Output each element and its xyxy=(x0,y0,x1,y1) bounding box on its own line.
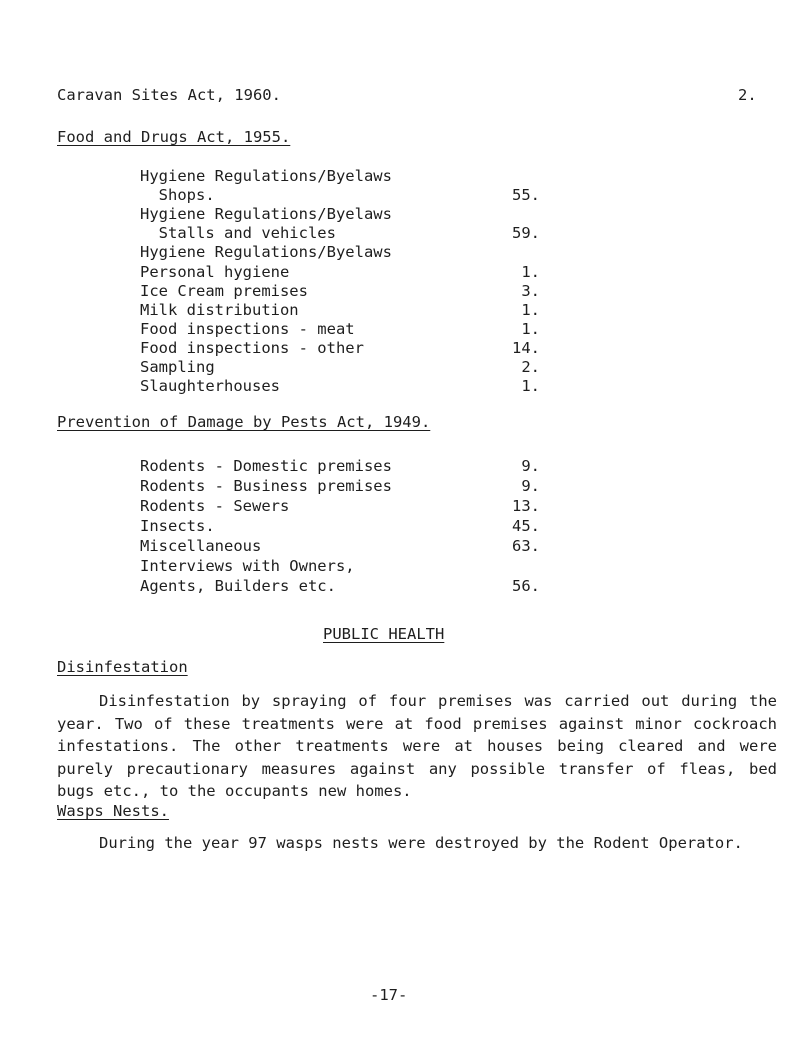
food-drugs-heading: Food and Drugs Act, 1955. xyxy=(57,128,291,146)
row-value: 13. xyxy=(512,497,540,515)
row-label: Personal hygiene xyxy=(140,263,290,281)
table-row xyxy=(140,457,392,475)
row-value: 45. xyxy=(512,517,540,535)
table-row xyxy=(140,358,215,376)
row-value: 63. xyxy=(512,537,540,555)
row-label: Rodents - Sewers xyxy=(140,497,290,515)
header-act-title: Caravan Sites Act, 1960. xyxy=(57,86,281,104)
disinfestation-heading: Disinfestation xyxy=(57,658,188,676)
wasps-paragraph xyxy=(57,832,777,855)
row-value: 9. xyxy=(521,477,540,495)
table-row xyxy=(140,301,299,319)
table-row xyxy=(140,517,215,535)
row-label: Food inspections - meat xyxy=(140,320,355,338)
row-label: Food inspections - other xyxy=(140,339,364,357)
row-label: Agents, Builders etc. xyxy=(140,577,336,595)
row-label: Slaughterhouses xyxy=(140,377,280,395)
row-value: 56. xyxy=(512,577,540,595)
disinfestation-paragraph xyxy=(57,690,777,803)
row-label: Hygiene Regulations/Byelaws xyxy=(140,205,392,223)
table-row xyxy=(140,224,336,242)
row-value: 1. xyxy=(521,301,540,319)
row-label: Insects. xyxy=(140,517,215,535)
row-label: Hygiene Regulations/Byelaws xyxy=(140,243,392,261)
row-value: 1. xyxy=(521,263,540,281)
disinfestation-text: Disinfestation by spraying of four premises was carried out during the year. Two of these treatments were at food premises against minor cockroach infestations. The other treatments were at houses being cleared and were purely precautionary measures against any possible transfer of fleas, bed bugs etc., to the occupants new homes. xyxy=(57,692,777,800)
row-value: 9. xyxy=(521,457,540,475)
row-value: 55. xyxy=(512,186,540,204)
row-label: Ice Cream premises xyxy=(140,282,308,300)
row-value: 1. xyxy=(521,377,540,395)
row-label: Milk distribution xyxy=(140,301,299,319)
table-row xyxy=(140,243,392,261)
row-label: Shops. xyxy=(140,186,215,204)
table-row xyxy=(140,186,215,204)
wasps-heading: Wasps Nests. xyxy=(57,802,169,820)
row-label: Miscellaneous xyxy=(140,537,262,555)
row-value: 14. xyxy=(512,339,540,357)
table-row xyxy=(140,282,308,300)
table-row xyxy=(140,477,392,495)
public-health-heading: PUBLIC HEALTH xyxy=(323,625,445,643)
row-value: 59. xyxy=(512,224,540,242)
table-row xyxy=(140,263,289,281)
row-value: 3. xyxy=(521,282,540,300)
table-row xyxy=(140,320,355,338)
pests-heading: Prevention of Damage by Pests Act, 1949. xyxy=(57,413,431,431)
table-row xyxy=(140,557,355,575)
table-row xyxy=(140,537,261,555)
row-value: 2. xyxy=(521,358,540,376)
row-value: 1. xyxy=(521,320,540,338)
table-row xyxy=(140,339,364,357)
row-label: Hygiene Regulations/Byelaws xyxy=(140,167,392,185)
row-label: Sampling xyxy=(140,358,215,376)
row-label: Rodents - Business premises xyxy=(140,477,392,495)
table-row xyxy=(140,377,280,395)
table-row xyxy=(140,167,392,185)
table-row xyxy=(140,205,392,223)
wasps-text: During the year 97 wasps nests were destroyed by the Rodent Operator. xyxy=(99,834,743,852)
row-label: Rodents - Domestic premises xyxy=(140,457,392,475)
row-label: Stalls and vehicles xyxy=(140,224,336,242)
table-row xyxy=(140,497,289,515)
page-number: 2. xyxy=(738,86,757,104)
table-row xyxy=(140,577,336,595)
row-label: Interviews with Owners, xyxy=(140,557,355,575)
footer-page-label: -17- xyxy=(370,986,408,1004)
